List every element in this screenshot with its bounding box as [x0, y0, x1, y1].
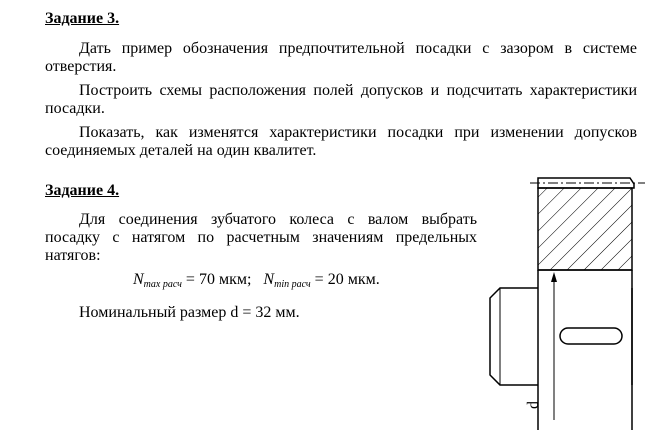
task3-heading: Задание 3.	[45, 10, 120, 27]
dimension-arrow	[551, 272, 557, 282]
shaft-step	[490, 288, 538, 385]
gear-section-hatched	[538, 188, 632, 270]
n-max-subscript: max расч	[143, 279, 182, 290]
nominal-size-text: Номинальный размер d = 32 мм.	[79, 304, 300, 321]
diameter-label: d	[525, 401, 542, 409]
task3-paragraph-3: Показать, как изменятся характеристики посадки при изменении допусков соединяемых деталей на один квалитет.	[45, 124, 637, 159]
task4-paragraph-1: Для соединения зубчатого колеса с валом выбрать посадку с натягом по расчетным значениям предельных натягов:	[45, 211, 477, 264]
task3-paragraph-2: Построить схемы расположения полей допусков и подсчитать характеристики посадки.	[45, 82, 637, 117]
n-max-symbol: N	[133, 271, 144, 288]
n-max-value: = 70 мкм;	[181, 271, 252, 288]
gear-shaft-drawing	[480, 170, 660, 430]
keyway-slot	[560, 328, 622, 344]
n-min-subscript: min расч	[274, 279, 311, 290]
n-min-symbol: N	[263, 271, 275, 288]
interference-formula	[133, 271, 380, 290]
task4-heading: Задание 4.	[45, 182, 120, 199]
task3-paragraph-1: Дать пример обозначения предпочтительной посадки с зазором в системе отверстия.	[45, 40, 637, 75]
n-min-value: = 20 мкм.	[310, 271, 380, 288]
